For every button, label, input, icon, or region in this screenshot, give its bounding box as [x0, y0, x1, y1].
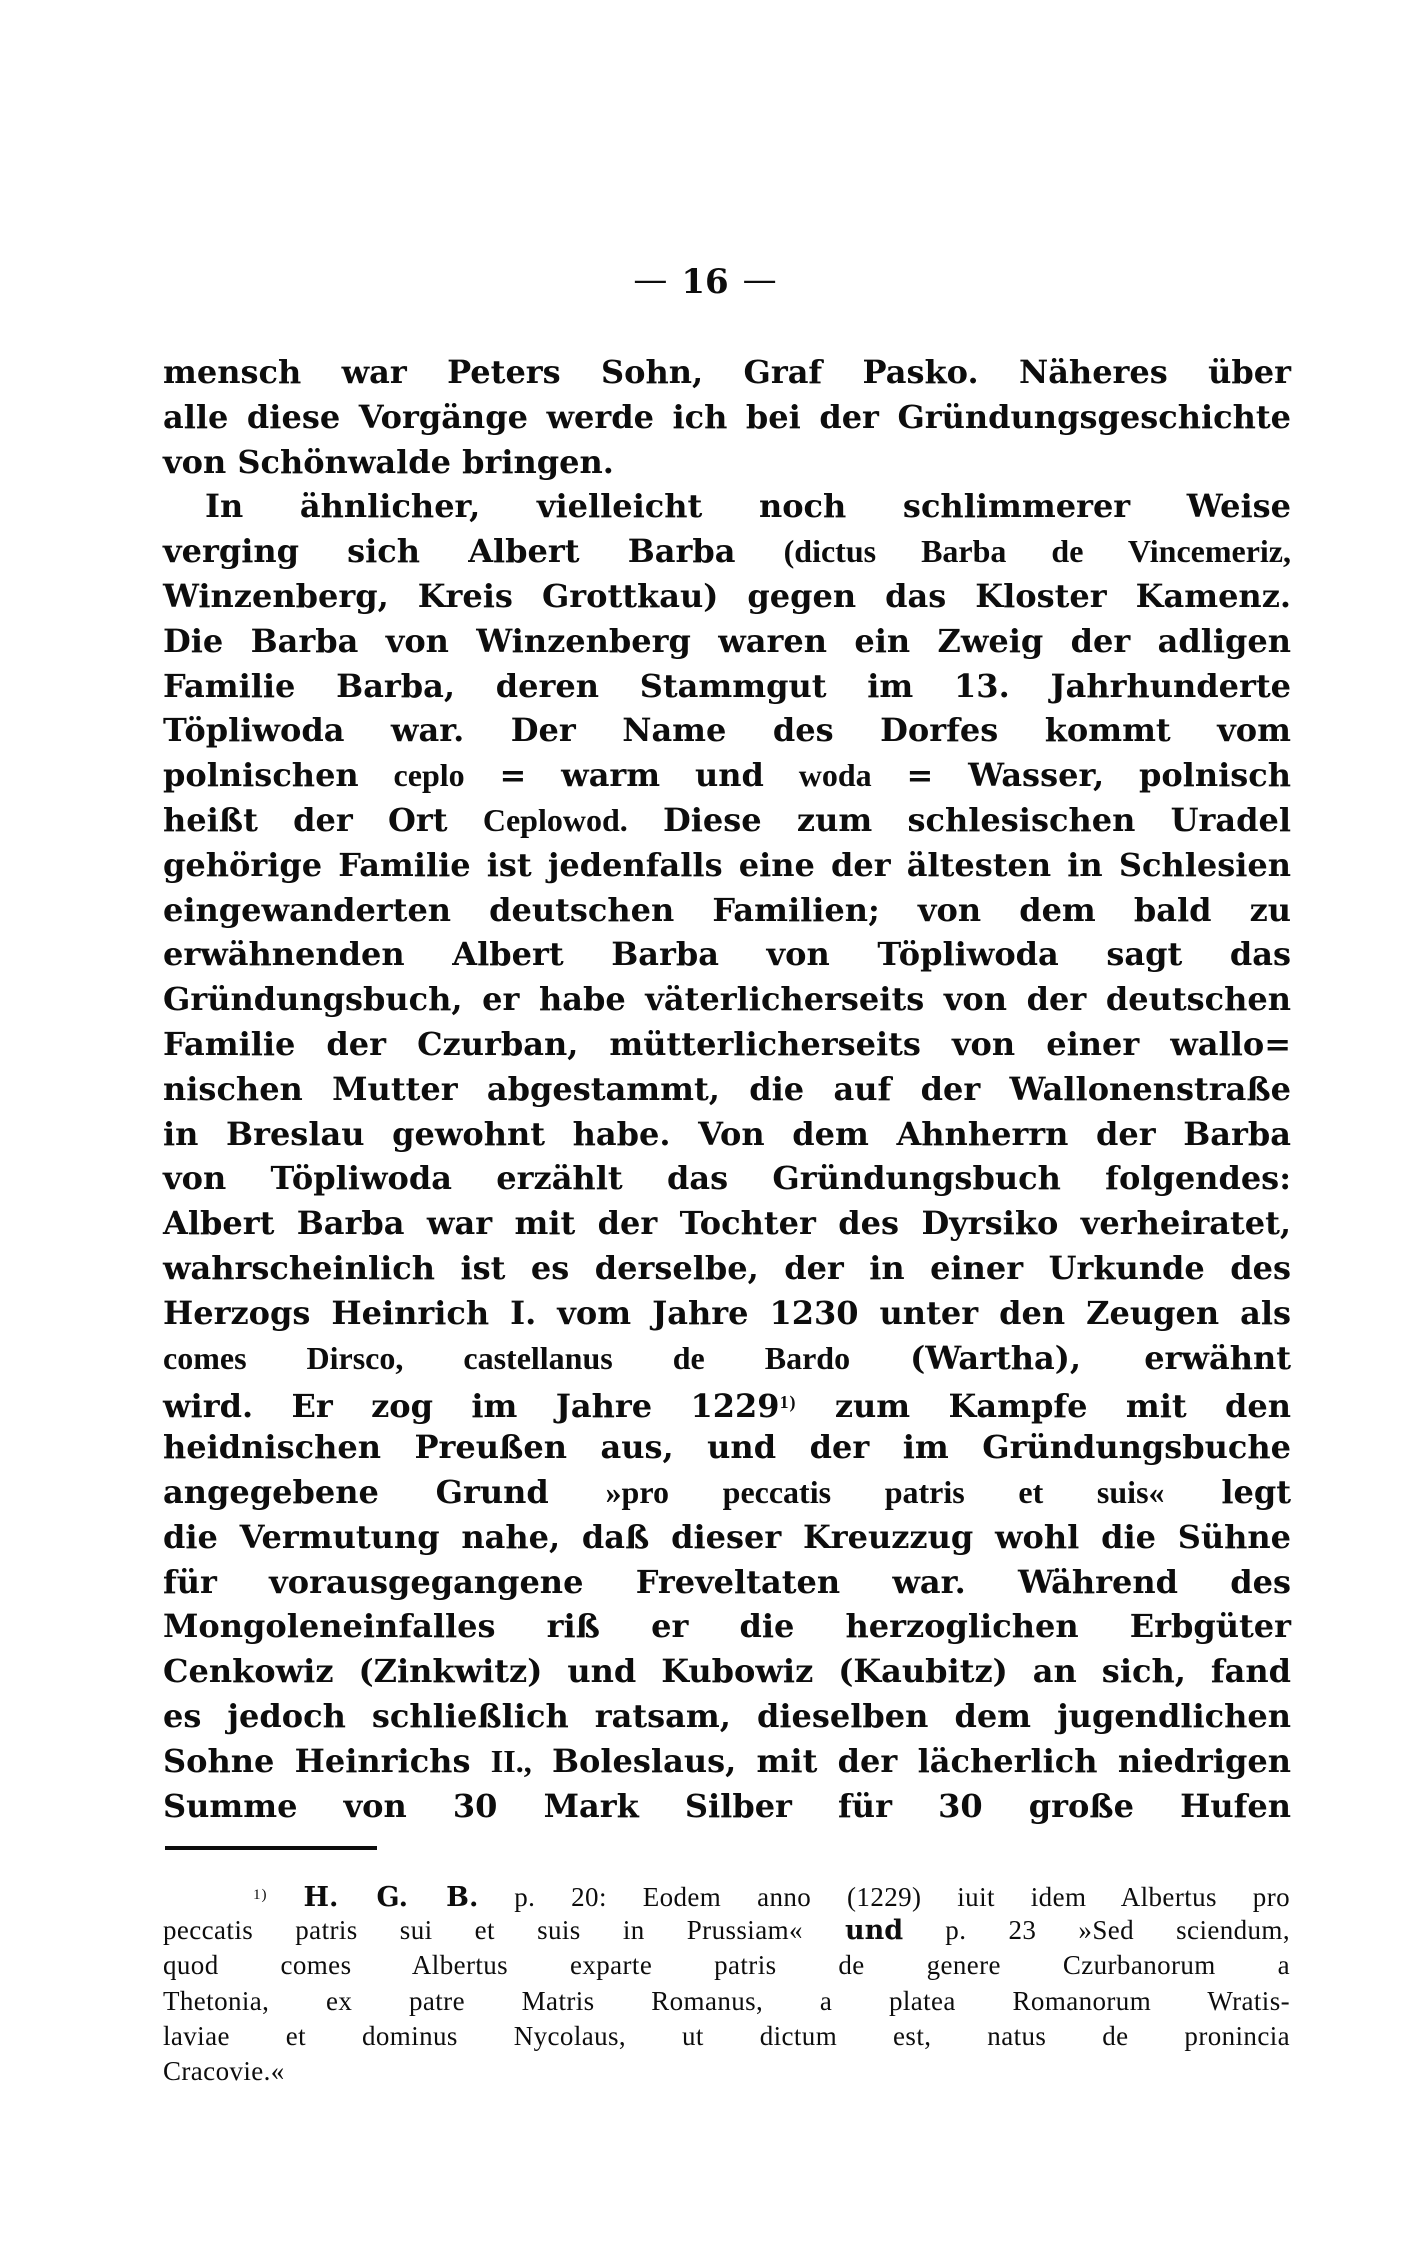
- text-run: Albert Barba war mit der Tochter des Dyrsiko verheiratet,: [163, 1204, 1291, 1243]
- text-run: von Töpliwoda erzählt das Gründungsbuch folgendes:: [163, 1159, 1291, 1198]
- text-run: Töpliwoda war. Der Name des Dorfes kommt vom: [163, 711, 1291, 750]
- text-run: Gründungsbuch, er habe väterlicherseits von der deutschen: [163, 980, 1291, 1019]
- text-run: für vorausgegangene Freveltaten war. Während des: [163, 1562, 1291, 1601]
- footnote-line: [163, 2019, 1290, 2054]
- text-run: gehörige Familie ist jedenfalls eine der ältesten in Schlesien: [163, 845, 1291, 884]
- text-line: [163, 932, 1291, 977]
- text-run: Sohne Heinrichs: [163, 1741, 491, 1780]
- text-run: p. 20: Eodem anno (1229) iuit idem Albertus pro: [478, 1882, 1290, 1912]
- text-line: [163, 1515, 1291, 1560]
- text-run: zum Kampfe mit den: [796, 1387, 1292, 1426]
- text-run: = warm und: [464, 756, 799, 795]
- text-run: legt: [1164, 1472, 1291, 1511]
- text-run: von Schönwalde bringen.: [163, 442, 614, 481]
- text-run: In ähnlicher, vielleicht noch schlimmerer Weise: [205, 487, 1291, 526]
- footnote-line: [163, 2054, 1290, 2089]
- footnote-block: [163, 1878, 1290, 2089]
- text-line: [163, 529, 1291, 574]
- text-line: [163, 753, 1291, 798]
- text-run: Diese zum schlesischen Uradel: [627, 800, 1292, 839]
- text-run: [268, 1882, 304, 1912]
- main-text-block: [163, 350, 1291, 1828]
- text-run: wahrscheinlich ist es derselbe, der in einer Urkunde des: [163, 1248, 1291, 1287]
- text-run: p. 23 »Sed sciendum,: [903, 1915, 1290, 1946]
- text-run: Familie Barba, deren Stammgut im 13. Jahrhunderte: [163, 666, 1291, 705]
- footnote-line: [163, 1878, 1290, 1913]
- text-run: es jedoch schließlich ratsam, dieselben dem jugendlichen: [163, 1696, 1291, 1735]
- text-run: Mongoleneinfalles riß er die herzoglichen Erbgüter: [163, 1607, 1291, 1646]
- text-line: [163, 1784, 1291, 1829]
- text-run: Ceplowod.: [482, 801, 628, 838]
- text-line: [163, 1156, 1291, 1201]
- text-run: comes Dirsco, castellanus de Bardo: [163, 1339, 911, 1376]
- text-run: quod comes Albertus exparte patris de genere Czurbanorum a: [163, 1950, 1290, 1981]
- text-line: [163, 350, 1291, 395]
- text-run: angegebene Grund: [163, 1472, 606, 1511]
- text-line: [163, 1291, 1291, 1336]
- header-dash-right: —: [742, 260, 773, 300]
- text-line: [163, 1425, 1291, 1470]
- footnote-separator-rule: [165, 1846, 377, 1850]
- text-run: Summe von 30 Mark Silber für 30 große Hufen: [163, 1786, 1291, 1825]
- text-run: Die Barba von Winzenberg waren ein Zweig der adligen: [163, 621, 1291, 660]
- text-run: = Wasser, polnisch: [871, 756, 1292, 795]
- text-line: [163, 843, 1291, 888]
- text-line: [163, 1470, 1291, 1515]
- footnote-line: [163, 1984, 1290, 2019]
- text-run: Familie der Czurban, mütterlicherseits von einer wallo=: [163, 1024, 1291, 1063]
- text-run: H. G. B.: [303, 1882, 479, 1913]
- text-line: [163, 484, 1291, 529]
- text-run: erwähnenden Albert Barba von Töpliwoda sagt das: [163, 935, 1291, 974]
- text-run: und: [845, 1915, 904, 1947]
- header-dash-left: —: [633, 260, 668, 300]
- footnote-marker: 1): [779, 1392, 797, 1413]
- text-run: heidnischen Preußen aus, und der im Gründungsbuche: [163, 1428, 1291, 1467]
- text-run: (Wartha), erwähnt: [910, 1338, 1292, 1377]
- text-run: Winzenberg, Kreis Grottkau) gegen das Kloster Kamenz.: [163, 576, 1291, 615]
- text-line: [163, 1336, 1291, 1381]
- text-run: »pro peccatis patris et suis«: [605, 1473, 1165, 1510]
- text-line: [163, 574, 1291, 619]
- text-line: [163, 798, 1291, 843]
- text-run: in Breslau gewohnt habe. Von dem Ahnherrn der Barba: [163, 1114, 1291, 1153]
- text-line: [163, 1022, 1291, 1067]
- text-run: Herzogs Heinrich I. vom Jahre 1230 unter den Zeugen als: [163, 1293, 1291, 1332]
- text-run: heißt der Ort: [163, 800, 483, 839]
- text-run: Thetonia, ex patre Matris Romanus, a platea Romanorum Wratis-: [163, 1985, 1290, 2016]
- text-line: [163, 1649, 1291, 1694]
- text-run: wird. Er zog im Jahre 1229: [163, 1387, 780, 1426]
- text-line: [163, 1201, 1291, 1246]
- text-line: [163, 1604, 1291, 1649]
- text-run: II.,: [490, 1742, 532, 1779]
- text-line: [163, 1246, 1291, 1291]
- footnote-marker: 1): [253, 1887, 268, 1903]
- text-run: die Vermutung nahe, daß dieser Kreuzzug wohl die Sühne: [163, 1517, 1291, 1556]
- footnote-line: [163, 1913, 1290, 1948]
- text-run: laviae et dominus Nycolaus, ut dictum est, natus de pronincia: [163, 2020, 1290, 2051]
- text-line: [163, 1067, 1291, 1112]
- text-run: (dictus Barba de Vincemeriz,: [783, 533, 1292, 570]
- text-line: [163, 1694, 1291, 1739]
- text-run: alle diese Vorgänge werde ich bei der Gründungsgeschichte: [163, 397, 1291, 436]
- text-line: [163, 977, 1291, 1022]
- text-line: [163, 708, 1291, 753]
- text-line: [163, 1739, 1291, 1784]
- text-run: polnischen: [163, 756, 394, 795]
- text-line: [163, 619, 1291, 664]
- footnote-line: [163, 1948, 1290, 1983]
- text-line: [163, 440, 1291, 485]
- text-run: eingewanderten deutschen Familien; von dem bald zu: [163, 890, 1291, 929]
- text-line: [163, 664, 1291, 709]
- text-run: verging sich Albert Barba: [163, 532, 784, 571]
- text-run: Boleslaus, mit der lächerlich niedrigen: [531, 1741, 1292, 1780]
- page-number: 16: [681, 262, 729, 302]
- text-run: ceplo: [393, 757, 465, 794]
- page-header: [0, 262, 1406, 302]
- text-line: [163, 1380, 1291, 1425]
- text-run: Cracovie.«: [163, 2055, 285, 2086]
- text-run: Cenkowiz (Zinkwitz) und Kubowiz (Kaubitz) an sich, fand: [163, 1652, 1291, 1691]
- text-line: [163, 1560, 1291, 1605]
- text-run: mensch war Peters Sohn, Graf Pasko. Näheres über: [163, 353, 1291, 391]
- text-run: nischen Mutter abgestammt, die auf der Wallonenstraße: [163, 1069, 1291, 1108]
- text-line: [163, 395, 1291, 440]
- text-run: woda: [798, 757, 872, 794]
- text-line: [163, 888, 1291, 933]
- text-line: [163, 1112, 1291, 1157]
- text-run: peccatis patris sui et suis in Prussiam«: [163, 1915, 846, 1946]
